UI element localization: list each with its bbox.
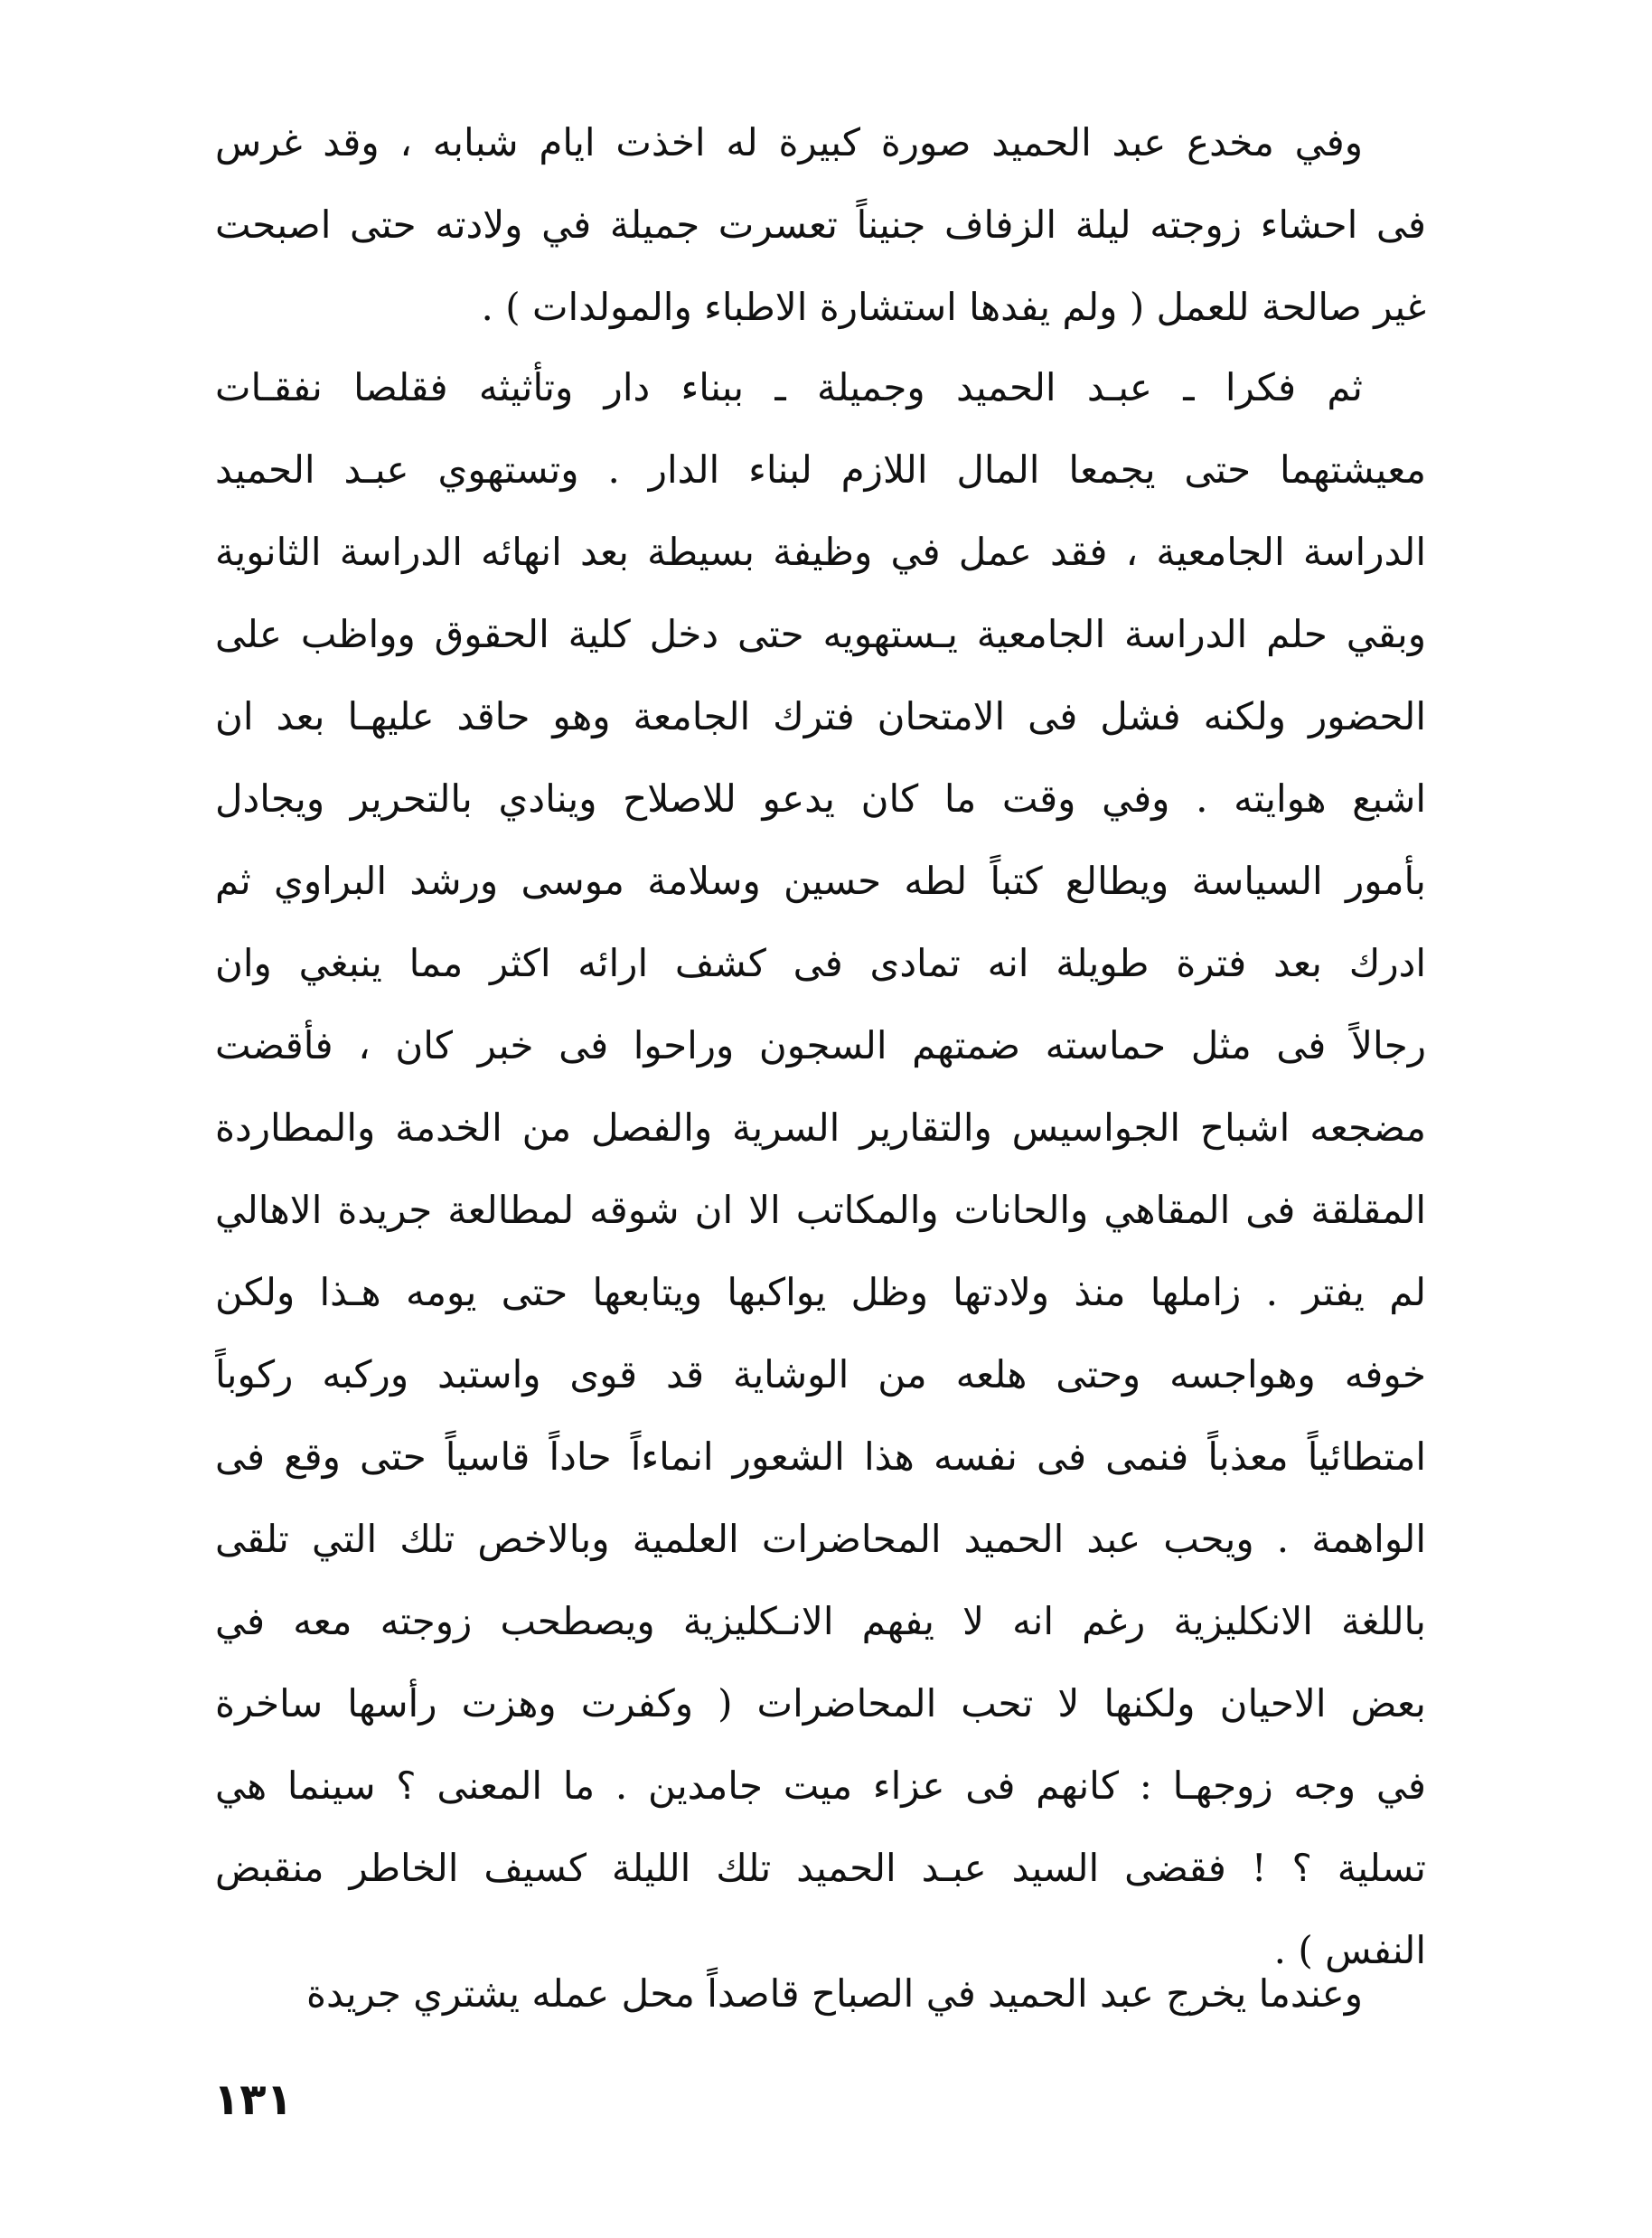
text-line: اشبع هوايته . وفي وقت ما كان يدعو للاصلاح وينادي بالتحرير ويجادل xyxy=(215,776,1426,821)
text-line: ثم فكرا ـ عبـد الحميد وجميلة ـ ببناء دار وتأثيثه فقلصا نفقـات xyxy=(215,365,1363,409)
text-line: مضجعه اشباح الجواسيس والتقارير السرية والفصل من الخدمة والمطاردة xyxy=(215,1105,1426,1150)
text-line: فى احشاء زوجته ليلة الزفاف جنيناً تعسرت جميلة في ولادته حتى اصبحت xyxy=(215,202,1426,247)
text-line: الواهمة . ويحب عبد الحميد المحاضرات العلمية وبالاخص تلك التي تلقى xyxy=(215,1517,1426,1561)
text-line: الحضور ولكنه فشل فى الامتحان فترك الجامعة وهو حاقد عليهـا بعد ان xyxy=(215,694,1426,738)
text-line: وبقي حلم الدراسة الجامعية يـستهويه حتى دخل كلية الحقوق وواظب على xyxy=(215,612,1426,656)
paragraph-1 xyxy=(215,101,1426,348)
text-line: ادرك بعد فترة طويلة انه تمادى فى كشف ارائه اكثر مما ينبغي وان xyxy=(215,941,1426,985)
text-line: النفس ) . xyxy=(1273,1928,1426,1972)
text-line: غير صالحة للعمل ( ولم يفدها استشارة الاطباء والمولدات ) . xyxy=(481,285,1426,329)
text-line: امتطائياً معذباً فنمى فى نفسه هذا الشعور انماءاً حاداً قاسياً حتى وقع فى xyxy=(215,1434,1426,1479)
text-line: وعندما يخرج عبد الحميد في الصباح قاصداً محل عمله يشتري جريدة xyxy=(305,1971,1363,2016)
text-line: بأمور السياسة ويطالع كتباً لطه حسين وسلامة موسى ورشد البراوي ثم xyxy=(215,859,1426,903)
page-number: ١٣١ xyxy=(213,2074,293,2125)
text-line: باللغة الانكليزية رغم انه لا يفهم الانـكليزية ويصطحب زوجته معه في xyxy=(215,1599,1426,1643)
text-line: معيشتهما حتى يجمعا المال اللازم لبناء الدار . وتستهوي عبـد الحميد xyxy=(215,447,1426,492)
text-line: رجالاً فى مثل حماسته ضمتهم السجون وراحوا فى خبر كان ، فأقضت xyxy=(215,1023,1426,1067)
text-line: بعض الاحيان ولكنها لا تحب المحاضرات ( وكفرت وهزت رأسها ساخرة xyxy=(215,1681,1426,1726)
paragraph-3 xyxy=(215,1952,1426,2035)
text-line: وفي مخدع عبد الحميد صورة كبيرة له اخذت ايام شبابه ، وقد غرس xyxy=(215,120,1363,165)
text-line: الدراسة الجامعية ، فقد عمل في وظيفة بسيطة بعد انهائه الدراسة الثانوية xyxy=(215,530,1426,574)
paragraph-2 xyxy=(215,346,1426,1991)
text-line: المقلقة فى المقاهي والحانات والمكاتب الا ان شوقه لمطالعة جريدة الاهالي xyxy=(215,1188,1426,1232)
text-line: خوفه وهواجسه وحتى هلعه من الوشاية قد قوى واستبد وركبه ركوباً xyxy=(215,1352,1426,1396)
text-line: لم يفتر . زاملها منذ ولادتها وظل يواكبها ويتابعها حتى يومه هـذا ولكن xyxy=(215,1270,1426,1314)
text-line: تسلية ؟ ! فقضى السيد عبـد الحميد تلك الليلة كسيف الخاطر منقبض xyxy=(215,1846,1426,1890)
text-line: في وجه زوجهـا : كانهم فى عزاء ميت جامدين . ما المعنى ؟ سينما هي xyxy=(215,1763,1426,1808)
